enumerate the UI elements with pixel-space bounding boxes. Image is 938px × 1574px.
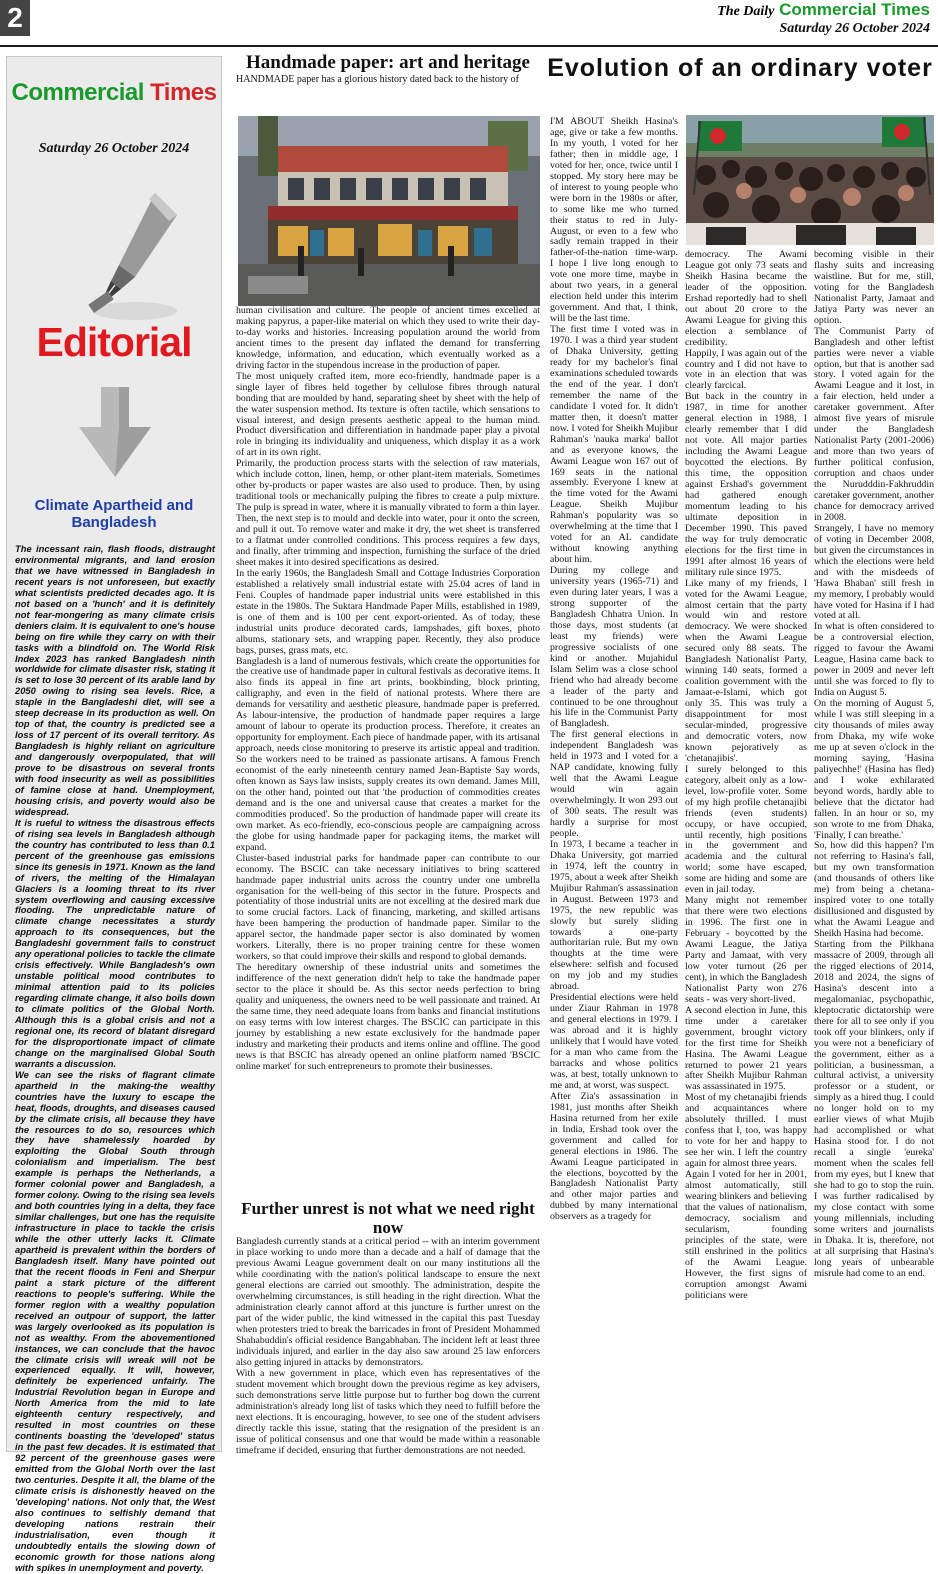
voter-article-column-1 (550, 117, 678, 1223)
paper-paragraph: Cluster-based industrial parks for handmade paper can contribute to our economy. The BSCIC can take necessary initiatives to bring scattered handmade paper industrial units across the country under one umbrella organisation for the well-being of this sector in the future. Prospects and potentiality of those industrial units are not excelling at the desired mark due to some crucial factors. Lack of financing, marketing, and skilled artisans have been hampering the production of handmade paper. Similar to the apparel sector, the handmade paper sector is also dominated by women workers. Literally, there is no proper training centre for these women workers, so that could improve their skills and respond to global demands. (236, 852, 540, 963)
voter-paragraph: During my college and university years (1965-71) and even during later years, I was a strong supporter of the Bangladesh Chhatra Union. In those days, most students (at least my friends) were progressive socialists of one kind or another. Mujahidul Islam Selim was a close school friend who had already become a leader of the party and continued to be one throughout his life in the Communist Party of Bangladesh. (550, 565, 678, 730)
voter-paragraph: So, how did this happen? I'm not referring to Hasina's fall, but my own transformation (and thousands of others like me) from being a chetana-inspired voter to one totally disillusioned and disgusted by what the Awami League and Sheikh Hasina had become. (814, 840, 934, 940)
voter-paragraph: Many might not remember that there were two elections in 1996. The first one in February - boycotted by the Awami League, the Jatiya Party and Jamaat, with very low voter turnout (26 per cent), in which the Bangladesh Nationalist Party won 276 seats - was very short-lived. (685, 895, 807, 1005)
voter-paragraph: Happily, I was again out of the country and I did not have to vote in an election that was clearly farcical. (685, 347, 807, 392)
sidebar-brand-green: Commercial (11, 79, 144, 106)
crowd-rally-photo (686, 115, 934, 245)
sidebar-brand (7, 79, 221, 107)
paper-paragraph: In the early 1960s, the Bangladesh Small and Cottage Industries Corporation established a relatively small industrial estate with 25.04 acres of land in Feni. Couples of handmade paper industrial units were established in this estate in the 1980s. The Suktara Handmade Paper Mills, established in 1989, is one of them and is 100 per cent export-oriented. As of today, these industrial units produce decorated cards, lampshades, gift boxes, photo albums, stationary sets, and wrapping paper. Recently, they also produce bags, purses, grass mats, etc. (236, 567, 540, 656)
voter-paragraph: On the morning of August 5, while I was still sleeping in a city thousands of miles away from Dhaka, my wife woke me up at seven o'clock in the morning saying, 'Hasina paliyechhe!' (Hasina has fled) and I woke exhilarated beyond words, hardly able to believe that the dictator had fallen. In an hour or so, my son wrote to me from Dhaka, 'Finally, I can breathe.' (814, 698, 934, 841)
paper-paragraph: human civilisation and culture. The people of ancient times excelled at making papyrus, a paper-like material on which they used to write their day-to-day works and histories. Increasing population around the world from ancient times to the present day inflated the demand for transferring knowledge, information, and education, which eventually worked as a driving factor in the stupendous increase in the production of paper. (236, 305, 540, 371)
masthead-title (717, 0, 930, 20)
page-number: 2 (0, 0, 30, 36)
masthead-date: Saturday 26 October 2024 (779, 21, 930, 36)
voter-article-column-3 (814, 250, 934, 1280)
editorial-body (15, 544, 215, 1574)
editorial-sidebar (6, 56, 222, 1573)
paper-paragraph: Primarily, the production process starts with the selection of raw materials, which include cotton, linen, hemp, or other plant-item materials. Sometimes other by-products or paper wastes are also used to produce. Then, by using traditional tools or mechanically pulping the fibres to create a pulp mixture. The pulp is spread in water, where it is manually vibrated to form a thin layer. Then, the next step is to mould and deckle into water, pour it onto the screen, and pull it out. To remove water and make it dry, the wet sheet is transferred to a flatmat under controlled conditions. This process requires a few days, and finally, after trimming and inspection, furnishing the surface of the dried sheet makes it into desired specifications as desired. (236, 458, 540, 568)
voter-paragraph: But back in the country in 1987, in time for another general election in 1988, I clearly remember that I did not vote. All major parties including the Awami League boycotted the elections. By this time, the opposition against Ershad's government had gathered enough momentum leading to his ultimate deposition in December 1990. This paved the way for truly democratic elections for the first time in 1991 after almost 16 years of military rule since 1975. (685, 391, 807, 578)
paper-paragraph: Bangladesh is a land of numerous festivals, which create the opportunities for the creative use of handmade paper in cultural festivals as decorative items. It also finds its appeal in fine art prints, bookbinding, block printing, calligraphy, and even in the field of national protests. Where there are demands for versatility and aesthetic pleasure, handmade paper is preferred. As labour-intensive, the production of handmade paper requires a large amount of labour to operate its production process. Therefore, it creates an opportunity for employment. Each piece of handmade paper, with its artisanal approach, needs close monitoring to preserve its artistic appeal and tradition. So the workers need to be trained as passionate artisans. A famous French economist of the early nineteenth century named Jean-Baptiste Say words, often known as Says law insists, supply creates its own demand. James Mill, on the other hand, pointed out that 'the production of commodities creates demand and is the one and universal cause that creates a market for the commodities produced'. So the production of handmade paper will create its own market. As eco-friendly, eco-conscious people are campaigning across the globe for using handmade paper for packaging items, the market will expand. (236, 655, 540, 853)
voter-paragraph: democracy. The Awami League got only 73 seats and Sheikh Hasina became the leader of the opposition. Ershad reportedly had to shell out about 20 crore to the Awami League for giving this election a semblance of credibility. (685, 249, 807, 348)
unrest-article-headline: Further unrest is not what we need right now (241, 1199, 535, 1237)
handmade-paper-photo (238, 116, 540, 306)
editorial-paragraph: The incessant rain, flash floods, distraught environmental migrants, and land erosion that we have witnessed in Bangladesh in recent years is not unforeseen, but exactly what scientists predicted decades ago. It is not based on a 'hunch' and it is definitely not fear-mongering as many climate crisis deniers claim. It is equivalent to one's house being on fire while they carry on with their tasks with a blindfold on. The World Risk Index 2023 has ranked Bangladesh ninth worldwide for climate disaster risk, stating it is set to lose 30 percent of its arable land by 2050 owing to rising sea levels. Rice, a staple in the Bangladeshi diet, will see a steep decrease in its production as well. On top of that, the country is predicted see a loss of 17 percent of its overall territory. As Bangladesh is highly reliant on agriculture and dangerously overpopulated, that will prove to be disastrous on several fronts with food insecurity as well as possibilities of famine close at hand. Unemployment, housing crisis, and poverty would also be widespread. (15, 543, 215, 817)
paper-paragraph: The most uniquely crafted item, more eco-friendly, handmade paper is a single layer of fibres held together by cellulose fibres through natural bonding that are moulded by hand, separating sheet by sheet with the help of the water suspension method. Its texture is often tactile, which sensations to visual interest, and design presents aesthetic appeal to the human mind. Product diversification and differentiation in handmade paper play a pivotal role in bringing its individuality and uniqueness, which display it as a work of art in its own right. (236, 370, 540, 459)
voter-paragraph: Again I voted for her in 2001, almost automatically, still wearing blinkers and believing that the values of nationalism, democracy, socialism and secularism, founding principles of the state, were still enshrined in the politics of the Awami League. However, the first signs of corruption amongst Awami politicians were (685, 1169, 807, 1301)
paper-article-intro: HANDMADE paper has a glorious history dated back to the history of (236, 74, 519, 85)
fountain-pen-icon (85, 185, 185, 325)
voter-paragraph: I surely belonged to this category, albeit only as a low-level, low-profile voter. Some of my high profile chetanajibi friends (even students) occupy, or have occupied, until recently, high positions in the government and academia and the cultural world; some have escaped, some are hiding and some are even in jail today. (685, 763, 807, 896)
voter-paragraph: In 1973, I became a teacher in Dhaka University, got married in 1974, left the country in 1975, about a week after Sheikh Mujibur Rahman's assassination in August. Between 1973 and 1975, the new republic was slowly but surely sliding towards a one-party authoritarian rule. But my own thoughts at the time were elsewhere: selfish and focused on my job and my studies abroad. (550, 838, 678, 993)
paper-article-body (236, 306, 540, 1073)
unrest-paragraph: With a new government in place, which even has representatives of the student movement which brought down the previous regime as key advisers, such demonstrations serve little purpose but to further bog down the current administration's already long list of tasks which they need to fulfill before the next elections. It is encouraging, however, to see one of the student advisers directly tackle this issue, stating that the resignation of the president is an issue of political consensus and one that would be made within a reasonable timeframe if decided, ensuring that further demonstrations are not needed. (236, 1368, 540, 1456)
editorial-section-title: Editorial (36, 319, 192, 365)
voter-paragraph: becoming visible in their flashy suits and increasing waistline. But for me, still, voting for the Bangladesh Nationalist Party, Jamaat and Jatiya Party was never an option. (814, 249, 934, 326)
voter-paragraph: I'M ABOUT Sheikh Hasina's age, give or take a few months. In my youth, I voted for her father; then in middle age, I voted for her, once, twice until I stopped. My story here may be of interest to young people who were born in the 1980s or after, to some like me who turned their status to red in July-August, or even to a few who sadly remain trapped in their father-of-the-nation time-warp. I hope I live long enough to vote one more time, maybe in about two years, in a general election held under this interim government. And that, I think, will be the last time. (550, 116, 678, 325)
voter-paragraph: Strangely, I have no memory of voting in December 2008, but given the circumstances in which the elections were held and with the misdeeds of 'Hawa Bhaban' still fresh in my memory, I probably would have voted for Hasina if I had voted at all. (814, 522, 934, 622)
voter-paragraph: The Communist Party of Bangladesh and other leftist parties were never a viable option, but that is another sad story. I voted again for the Awami League and it lost, in a fair election, held under a caretaker government. After almost five years of misrule under the Bangladesh Nationalist Party (2001-2006) and more than two years of further political confusion, corruption and chaos under the Nurudddin-Fakhruddin caretaker government, another chance for democracy arrived in 2008. (814, 325, 934, 523)
voter-article-headline: Evolution of an ordinary voter (547, 54, 933, 82)
voter-paragraph: After Zia's assassination in 1981, just months after Sheikh Hasina returned from her exile in India, Ershad took over the government and called for general elections in 1986. The Awami League participated in the elections, boycotted by the Bangladesh Nationalist Party and other major parties and dubbed by many international observers as a tragedy for (550, 1090, 678, 1223)
voter-paragraph: Most of my chetanajibi friends and acquaintances where absolutely thrilled. I must confess that I, too, was happy to vote for her and happy to see her win. I left the country again for almost three years. (685, 1092, 807, 1170)
voter-paragraph: Starting from the Pilkhana massacre of 2009, through all the rigged elections of 2014, 2018 and 2024, the signs of Hasina's descent into a megalomaniac, psychopathic, kleptocratic dictatorship were there for all to see only if you took off your blinkers, only if you were not a beneficiary of the government, either as a politician, a businessman, a cultural activist, a university professor or a student, or simply as a hired thug. I could no longer hold on to my earlier views of what Mujib had accomplished or what Hasina stood for. I do not recall a single 'eureka' moment when the scales fell from my eyes, but I knew that she had to go to stop the ruin. I was further radicalised by my close contact with some young millennials, including some writers and journalists in Dhaka. It is, therefore, not at all surprising that Hasina's long years of unbearable misrule had come to an end. (814, 939, 934, 1279)
masthead-daily: The Daily (717, 4, 775, 19)
paper-article-headline: Handmade paper: art and heritage (246, 52, 530, 73)
arrow-down-icon (79, 387, 151, 477)
sidebar-date: Saturday 26 October 2024 (38, 141, 190, 156)
voter-paragraph: Like many of my friends, I voted for the Awami League, almost certain that the party would win and restore democracy. We were shocked when the Awami League secured only 88 seats. The Bangladesh Nationalist Party, winning 140 seats, formed a coalition government with the Jamaat-e-Islami, which got only 35. This was truly a disappointment for most secular-minded, progressive and democratic voters, now known pejoratively as 'chetanajibis'. (685, 577, 807, 764)
voter-paragraph: Presidential elections were held under Ziaur Rahman in 1978 and general elections in 1979. I was abroad and it is highly unlikely that I would have voted for a man who came from the barracks and whose politics was, at best, totally unknown to me and, at worst, was suspect. (550, 992, 678, 1091)
voter-article-column-2 (685, 250, 807, 1302)
masthead-brand: Commercial Times (779, 0, 930, 19)
editorial-headline: Climate Apartheid and Bangladesh (34, 497, 194, 531)
unrest-article-body (236, 1236, 540, 1456)
editorial-paragraph: It is rueful to witness the disastrous effects of rising sea levels in Bangladesh although the country has contributed to less than 0.1 percent of the greenhouse gas emissions since its genesis in 1971. Known as the land of rivers, the melting of the Himalayan Glaciers is a looming threat to its river system overflowing and causing excessive flooding. The unpredictable nature of climate change necessitates a sturdy approach to its consequences, but the Bangladeshi government fails to construct any operational policies to tackle the climate crisis effectively. While Bangladesh's own unstable political mood contributes to minimal attention paid to its policies regarding climate change, it also boils down to climate politics of the Global North. Although this is a global crisis and not a regional one, its record of blatant disregard for the disproportionate impact of climate change on the marginalised Global South warrants a discussion. (15, 816, 215, 1069)
header-divider (0, 45, 938, 47)
unrest-paragraph: Bangladesh currently stands at a critical period -- with an interim government in place working to undo more than a decade and a half of damage that the previous Awami League government dealt on our many institutions all the while coordinating with the nation's political landscape to ensure the next general elections are carried out smoothly. The administration, despite the overwhelming circumstances, is still heading in the right direction. What the administration clearly cannot afford at this juncture is further unrest on the part of the wider public, the kind witnessed in the capital this past Tuesday when protesters tried to break the barricades in front of President Mohammed Shahabuddin's official residence Bangabhaban. The incident left at least three individuals injured, and earlier in the day also saw around 25 law enforcers also getting injured in attacks by demonstrators. (236, 1236, 540, 1368)
masthead (717, 0, 930, 37)
voter-paragraph: A second election in June, this time under a caretaker government, brought victory for the first time for Sheikh Hasina. The Awami League returned to power 21 years after Sheikh Mujibur Rahman was assassinated in 1975. (685, 1004, 807, 1093)
middle-column (236, 52, 540, 1456)
voter-paragraph: In what is often considered to be a controversial election, rigged to favour the Awami League, Hasina came back to power in 2009 and never left until she was forced to fly to India on August 5. (814, 621, 934, 699)
paper-paragraph: The hereditary ownership of these industrial units and sometimes the indifference of the next generation didn't help to take the handmade paper sector to the place it should be. As this sector needs perfection to bring quality and uniqueness, the owners need to be well passionate and trained. At the same time, they need adequate loans from banks and financial institutions on easy terms with low interest charges. The BSCIC can participate in this journey by establishing a new estate exclusively for the handmade paper industry and marketing their products and items online and offline. The good news is that BSCIC has already opened an online platform named 'BSCIC online market' for such entrepreneurs to promote their businesses. (236, 962, 540, 1072)
voter-paragraph: The first time I voted was in 1970. I was a third year student of Dhaka University, getting ready for my bachelor's final examinations scheduled towards the end of the year. I don't remember the name of the candidate I voted for. It didn't matter then, it doesn't matter now. I voted for Sheikh Mujibur Rahman's 'nauka marka' ballot and as everyone knows, the Awami League won 167 out of 169 seats in the national assembly. Everyone I knew at the time voted for the Awami League. Sheikh Mujibur Rahman's popularity was so overwhelming at the time that I voted for an AL candidate without knowing anything about him. (550, 324, 678, 566)
sidebar-brand-red: Times (150, 79, 217, 106)
editorial-paragraph: We can see the risks of flagrant climate apartheid in the making-the wealthy countries have the luxury to escape the heat, floods, droughts, and diseases caused by the climate crisis, all because they have the resources to do so, resources which they have shamelessly hoarded by exploiting the Global South through colonialism and imperialism. The best example is perhaps the Netherlands, a former colonial power and Bangladesh, a former colony. Owing to the rising sea levels and both countries lying in a delta, they face similar challenges, but one has the requisite infrastructure in place to tackle the crisis while the other utterly lacks it. Climate apartheid is prevalent within the borders of Bangladesh itself. Many have pointed out that the recent floods in Feni and Sherpur paint a stark picture of the different reactions to people's suffering. While the former region with a wealthy population received an outpour of support, the latter was largely overlooked as its population is not as wealthy. From the abovementioned instances, we can conclude that the havoc the climate crisis will wreak will not be experienced equally. It will, however, definitely be experienced unfairly. The Industrial Revolution began in Europe and North America from the mid to late eighteenth century respectively, and resulted in most countries on these continents boasting the 'developed' status in the past few decades. It is estimated that 92 percent of the greenhouse gases were emitted from the Global North over the last two centuries. Despite it all, the blame of the climate crisis is dishonestly heaved on the 'developing' nations. Not only that, the West also continues to selfishly demand that developing nations restrain their industrialisation, even though it undoubtedly entails the slowing down of economic growth for those nations along with spikes in unemployment and poverty. (15, 1068, 215, 1573)
voter-paragraph: The first general elections in independent Bangladesh was held in 1973 and I voted for a NAP candidate, knowing fully well that the Awami League would win again overwhelmingly. It won 293 out of 300 seats. The result was hardly a surprise for most people. (550, 729, 678, 839)
